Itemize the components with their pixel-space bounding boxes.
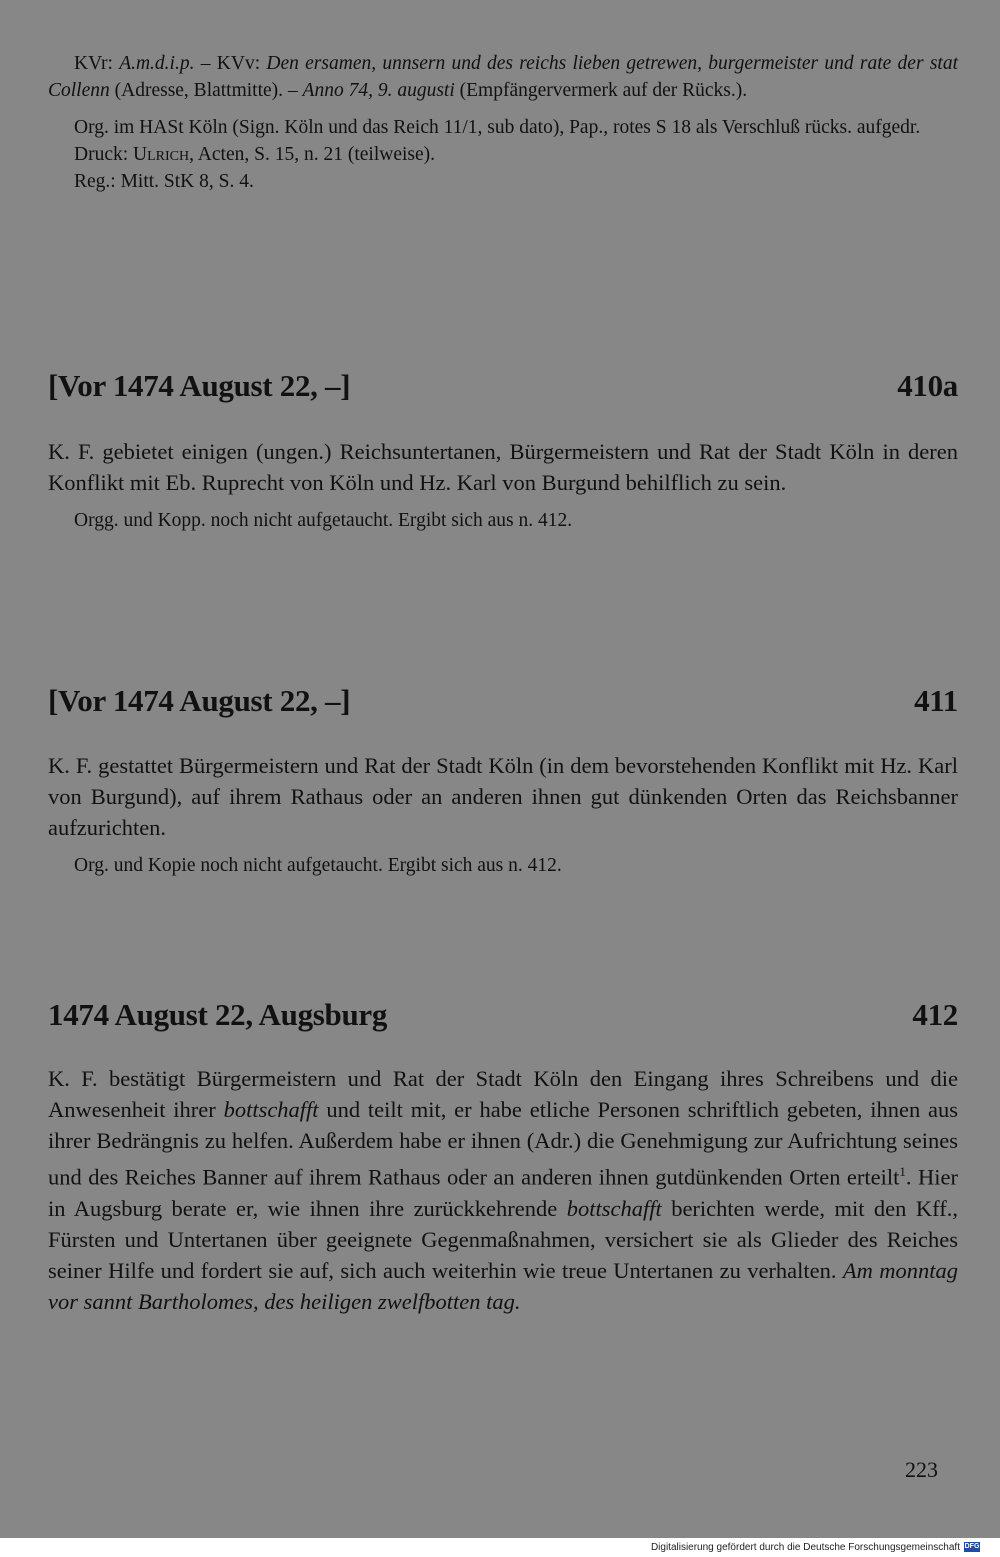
anno-date: Anno 74, 9. augusti xyxy=(302,80,455,101)
entry-body-412 xyxy=(48,1063,958,1317)
entry-number: 412 xyxy=(912,997,958,1032)
entry-summary: K. F. gebietet einigen (ungen.) Reichsuntertanen, Bürgermeistern und Rat der Stadt Köln in deren Konflikt mit Eb. Ruprecht von Köln und Hz. Karl von Burgund behilflich zu sein. xyxy=(48,439,958,495)
entry-note: Org. und Kopie noch nicht aufgetaucht. Ergibt sich aus n. 412. xyxy=(74,855,562,876)
entry-heading-411 xyxy=(48,683,958,719)
dating-clause: Am monntag vor sannt Bartholomes, des heiligen zwelfbotten tag. xyxy=(48,1257,958,1314)
regest-note: Reg.: Mitt. StK 8, S. 4. xyxy=(74,171,254,192)
address-note: (Adresse, Blattmitte). – xyxy=(109,80,303,101)
kvv-label: – KVv: xyxy=(194,53,267,74)
entry-date: [Vor 1474 August 22, –] xyxy=(48,683,351,718)
entry-heading-412 xyxy=(48,997,958,1033)
kvr-label: KVr: xyxy=(74,53,120,74)
previous-entry-tail xyxy=(48,50,958,195)
kvr-text: A.m.d.i.p. xyxy=(119,53,195,74)
entry-number: 410a xyxy=(897,368,958,403)
footnote-marker: 1 xyxy=(899,1164,906,1179)
entry-heading-410a xyxy=(48,368,958,404)
entry-date: 1474 August 22, Augsburg xyxy=(48,997,388,1032)
print-note xyxy=(48,141,958,168)
kvv-text: Den ersamen, unnsern und des reichs lieben getrewen, burgermeister und rate der stat Collenn xyxy=(48,53,958,101)
italic-term: bottschafft xyxy=(566,1195,662,1221)
print-reference: , Acten, S. 15, n. 21 (teilweise). xyxy=(189,144,435,165)
page-number: 223 xyxy=(905,1457,938,1482)
digitization-footer xyxy=(0,1538,1000,1557)
entry-number: 411 xyxy=(914,683,958,718)
entry-body-411 xyxy=(48,750,958,879)
endorsement-paragraph xyxy=(48,50,958,104)
entry-date: [Vor 1474 August 22, –] xyxy=(48,368,351,403)
entry-summary: K. F. gestattet Bürgermeistern und Rat der Stadt Köln (in dem bevorstehenden Konflikt mit Hz. Karl von Burgund), auf ihrem Rathaus oder an anderen ihnen gut dünkenden Orten das Reichsbanner aufzurichten. xyxy=(48,753,958,840)
recipient-note: (Empfängervermerk auf der Rücks.). xyxy=(454,80,748,101)
funding-credit: Digitalisierung gefördert durch die Deutsche Forschungsgemeinschaft xyxy=(650,1542,960,1553)
dfg-logo-icon: DFG xyxy=(964,1543,980,1550)
print-author: Ulrich xyxy=(133,144,190,165)
entry-body-410a xyxy=(48,436,958,534)
entry-note: Orgg. und Kopp. noch nicht aufgetaucht. Ergibt sich aus n. 412. xyxy=(74,510,573,531)
entry-summary: K. F. bestätigt Bürgermeistern und Rat der Stadt Köln den Eingang ihres Schreibens und die Anwesenheit ihrer bottschafft und teilt mit, er habe etliche Personen schriftlich gebeten, ihnen aus ihrer Bedrängnis zu helfen. Außerdem habe er ihnen (Adr.) die Genehmigung zur Aufrichtung seines und des Reiches Banner auf ihrem Rathaus oder an anderen ihnen gutdünkenden Orten erteilt$^1$. Hier in Augsburg berate er, wie ihnen ihre zurückkehrende bottschafft berichten werde, mit den Kff., Fürsten und Untertanen über geeignete Gegenmaßnahmen, versichert sie als Glieder des Reiches seiner Hilfe und fordert sie auf, sich auch weiterhin wie treue Untertanen zu verhalten. Am monntag vor sannt Bartholomes, des heiligen zwelfbotten tag. xyxy=(48,1066,958,1314)
print-label: Druck: xyxy=(74,144,134,165)
original-note: Org. im HASt Köln (Sign. Köln und das Reich 11/1, sub dato), Pap., rotes S 18 als Verschluß rücks. aufgedr. xyxy=(74,117,921,138)
italic-term: bottschafft xyxy=(223,1097,319,1122)
